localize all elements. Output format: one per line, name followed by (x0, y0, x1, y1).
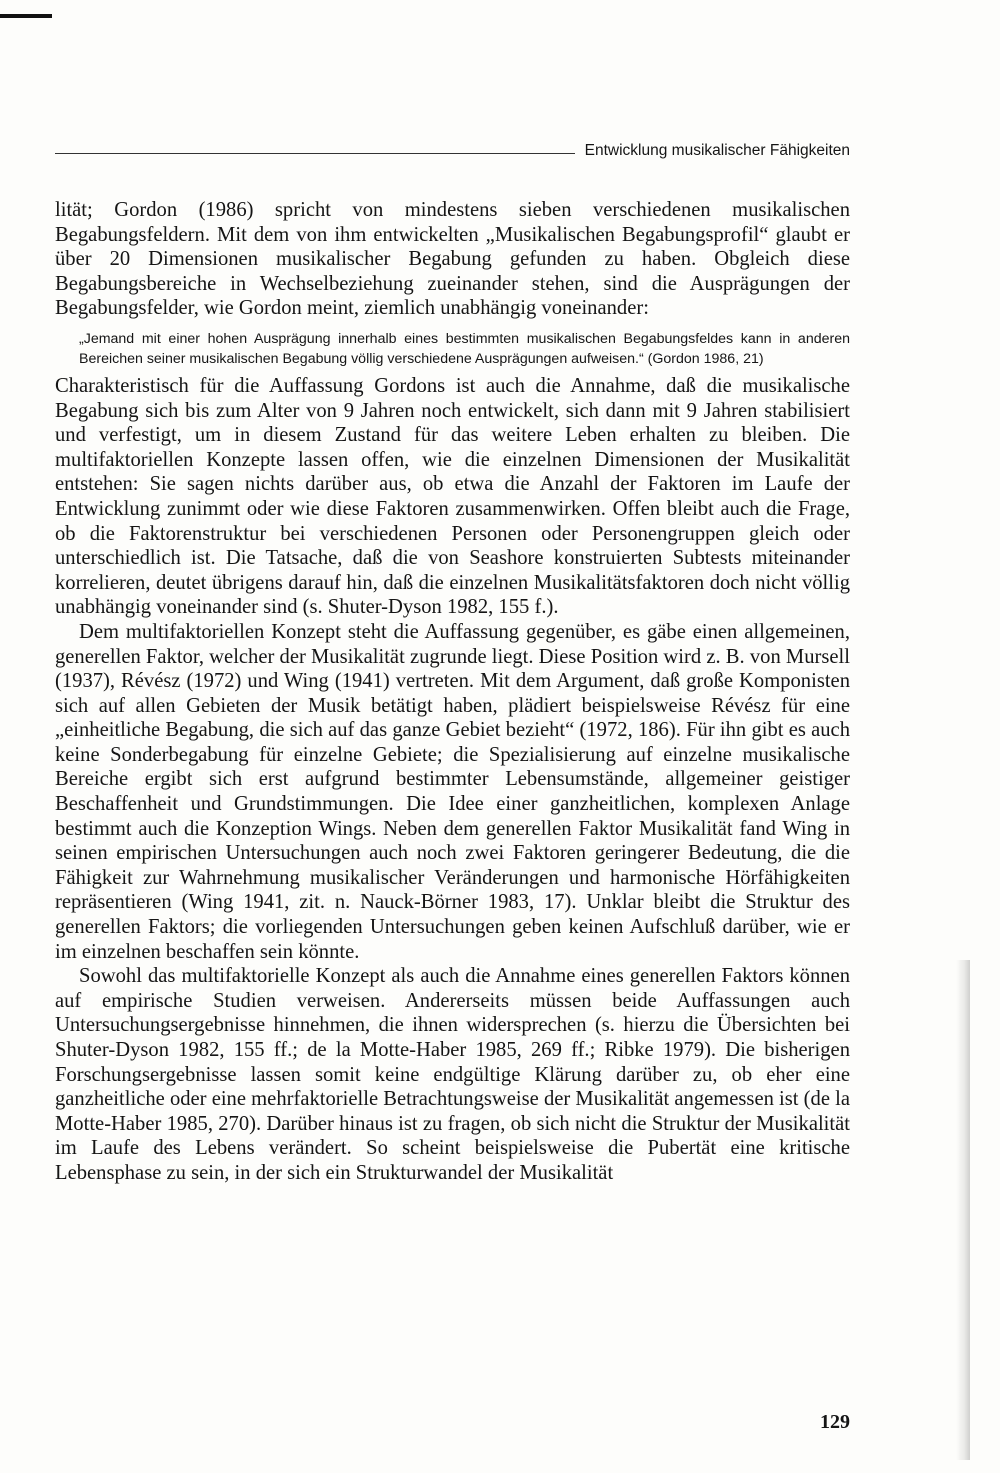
running-head-title: Entwicklung musikalischer Fähigkeiten (584, 142, 850, 159)
page-body (55, 198, 850, 1186)
scan-edge-shadow (956, 960, 970, 1460)
paragraph-1: lität; Gordon (1986) spricht von mindestens sieben verschiedenen musikalischen Begabungsfeldern. Mit dem von ihm entwickelten „Musikalischen Begabungsprofil“ glaubt er über 20 Dimensionen musikalischer Begabung gefunden zu haben. Obgleich diese Begabungsbereiche in Wechselbeziehung zueinander stehen, sind die Ausprägungen der Begabungsfelder, wie Gordon meint, ziemlich unabhängig voneinander: (55, 199, 850, 320)
paragraph-3: Dem multifaktoriellen Konzept steht die Auffassung gegenüber, es gäbe einen allgemeinen, generellen Faktor, welcher der Musikalität zugrunde liegt. Diese Position wird z. B. von Mursell (1937), Révész (1972) und Wing (1941) vertreten. Mit dem Argument, daß große Komponisten sich auf allen Gebieten der Musik betätigt haben, plädiert beispielsweise Révész für eine „einheitliche Begabung, die sich auf das ganze Gebiet bezieht“ (1972, 186). Für ihn gibt es auch keine Sonderbegabung für einzelne Gebiete; die Spezialisierung auf einzelne musikalische Bereiche ergibt sich erst aufgrund bestimmter Lebensumstände, allgemeiner geistiger Beschaffenheit und Grundstimmungen. Die Idee einer ganzheitlichen, komplexen Anlage bestimmt auch die Konzeption Wings. Neben dem generellen Faktor Musikalität fand Wing in seinen empirischen Untersuchungen auch noch zwei Faktoren geringerer Bedeutung, die die Fähigkeit zur Wahrnehmung musikalischer Veränderungen und harmonische Hörfähigkeiten repräsentieren (Wing 1941, zit. n. Nauck-Börner 1983, 17). Unklar bleibt die Struktur des generellen Faktors; die vorliegenden Untersuchungen geben keinen Aufschluß darüber, wie er im einzelnen beschaffen sein könnte. (55, 620, 850, 963)
running-head (55, 142, 850, 160)
block-quote: „Jemand mit einer hohen Ausprägung innerhalb eines bestimmten musikalischen Begabungsfeldes kann in anderen Bereichen seiner musikalischen Begabung völlig verschiedene Ausprägungen aufweisen.“ (Gordon 1986, 21) (79, 330, 850, 367)
scan-corner-mark (0, 14, 52, 18)
paragraph-4: Sowohl das multifaktorielle Konzept als auch die Annahme eines generellen Faktors können auf empirische Studien verweisen. Andererseits müssen beide Auffassungen auch Untersuchungsergebnisse hinnehmen, die ihnen widersprechen (s. hierzu die Übersichten bei Shuter-Dyson 1982, 155 ff.; de la Motte-Haber 1985, 269 ff.; Ribke 1979). Die bisherigen Forschungsergebnisse lassen somit keine endgültige Klärung darüber zu, ob eher eine ganzheitliche oder eine mehrfaktorielle Betrachtungsweise der Musikalität angemessen ist (de la Motte-Haber 1985, 270). Darüber hinaus ist zu fragen, ob sich nicht die Struktur der Musikalität im Laufe des Lebens verändert. So scheint beispielsweise die Pubertät eine kritische Lebensphase zu sein, in der sich ein Strukturwandel der Musikalität (55, 965, 850, 1184)
page-number: 129 (820, 1411, 850, 1433)
header-rule (55, 153, 575, 154)
paragraph-2: Charakteristisch für die Auffassung Gordons ist auch die Annahme, daß die musikalische Begabung sich bis zum Alter von 9 Jahren noch entwickelt, sich dann mit 9 Jahren stabilisiert und verfestigt, um in diesem Zustand für das weitere Leben erhalten zu bleiben. Die multifaktoriellen Konzepte lassen offen, wie die einzelnen Dimensionen der Musikalität entstehen: Sie sagen nichts darüber aus, ob etwa die Anzahl der Faktoren im Laufe der Entwicklung zunimmt oder wie diese Faktoren zusammenwirken. Offen bleibt auch die Frage, ob die Faktorenstruktur bei verschiedenen Personen oder Personengruppen gleich oder unterschiedlich ist. Die Tatsache, daß die von Seashore konstruierten Subtests miteinander korrelieren, deutet übrigens darauf hin, daß die einzelnen Musikalitätsfaktoren doch nicht völlig unabhängig voneinander sind (s. Shuter-Dyson 1982, 155 f.). (55, 374, 850, 619)
